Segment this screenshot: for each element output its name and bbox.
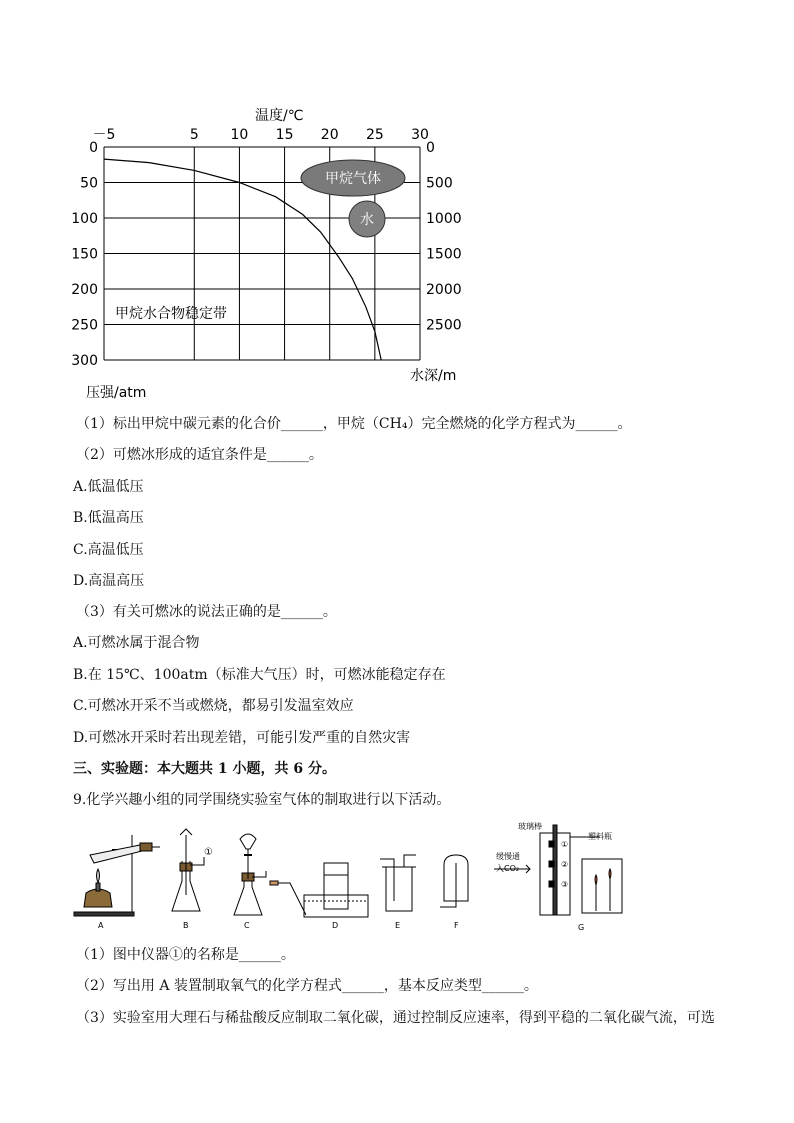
option-3b: B.在 15℃、100atm（标准大气压）时，可燃冰能稳定存在 bbox=[73, 667, 446, 683]
left-tick-label: 150 bbox=[71, 246, 98, 263]
right-tick-label: 0 bbox=[426, 140, 435, 156]
g-glass-rod-label: 玻璃棒 bbox=[518, 822, 542, 831]
left-tick-label: 50 bbox=[80, 175, 98, 192]
right-tick-labels bbox=[426, 140, 462, 334]
g-mark-1: ① bbox=[561, 840, 569, 849]
q9-part-1: （1）图中仪器①的名称是______。 bbox=[76, 947, 295, 963]
label-f: F bbox=[454, 921, 459, 930]
apparatus-f bbox=[440, 855, 468, 907]
g-mark-2: ② bbox=[561, 860, 569, 869]
question-9-intro: 9.化学兴趣小组的同学围绕实验室气体的制取进行以下活动。 bbox=[73, 792, 451, 808]
left-tick-label: 100 bbox=[71, 211, 98, 227]
option-3d: D.可燃冰开采时若出现差错，可能引发严重的自然灾害 bbox=[73, 730, 411, 746]
g-plastic-bottle-label: 塑料瓶 bbox=[588, 832, 612, 841]
left-tick-label: 300 bbox=[71, 353, 98, 369]
top-tick-labels bbox=[93, 127, 429, 143]
region-label: 甲烷水合物稳定带 bbox=[115, 306, 227, 322]
right-tick-label: 2000 bbox=[426, 282, 462, 298]
g-inlet-line-2: 入CO₂ bbox=[496, 864, 520, 873]
section-heading: 三、实验题：本大题共 1 小题，共 6 分。 bbox=[73, 761, 336, 777]
left-tick-label: 250 bbox=[71, 317, 98, 334]
methane-gas-label: 甲烷气体 bbox=[325, 171, 381, 187]
left-tick-label: 0 bbox=[89, 140, 98, 156]
apparatus-d bbox=[270, 863, 368, 917]
q9-part-2: （2）写出用 A 装置制取氧气的化学方程式______，基本反应类型______。 bbox=[76, 978, 538, 994]
top-axis-label: 温度/℃ bbox=[255, 108, 304, 124]
top-tick-label: 25 bbox=[365, 127, 384, 143]
top-tick-label: 20 bbox=[320, 127, 339, 143]
top-tick-label: 5 bbox=[189, 127, 199, 143]
apparatus-c bbox=[234, 834, 266, 915]
label-c: C bbox=[244, 921, 250, 930]
question-3: （3）有关可燃冰的说法正确的是______。 bbox=[76, 604, 337, 620]
right-tick-label: 1500 bbox=[426, 246, 462, 263]
left-tick-label: 200 bbox=[71, 282, 98, 298]
q9-part-3: （3）实验室用大理石与稀盐酸反应制取二氧化碳，通过控制反应速率，得到平稳的二氧化碳气流，可选 bbox=[76, 1010, 715, 1026]
label-d: D bbox=[332, 921, 339, 930]
apparatus-b bbox=[172, 829, 204, 911]
apparatus-e bbox=[380, 855, 416, 911]
option-2c: C.高温低压 bbox=[73, 542, 144, 558]
option-2a: A.低温低压 bbox=[73, 479, 144, 495]
label-e: E bbox=[395, 921, 401, 930]
option-3a: A.可燃冰属于混合物 bbox=[73, 635, 200, 651]
question-2: （2）可燃冰形成的适宜条件是______。 bbox=[76, 447, 323, 463]
right-tick-label: 500 bbox=[426, 175, 453, 192]
top-tick-label: 10 bbox=[230, 127, 249, 143]
option-2d: D.高温高压 bbox=[73, 573, 145, 589]
g-mark-3: ③ bbox=[561, 880, 569, 889]
water-label: 水 bbox=[360, 212, 374, 228]
right-axis-label: 水深/m bbox=[410, 368, 457, 384]
marker-1: ① bbox=[204, 847, 213, 858]
apparatus-figure bbox=[0, 815, 794, 945]
label-b: B bbox=[183, 921, 189, 930]
top-tick-label: 15 bbox=[275, 127, 294, 143]
left-tick-labels bbox=[71, 140, 98, 369]
option-2b: B.低温高压 bbox=[73, 510, 144, 526]
question-1: （1）标出甲烷中碳元素的化合价______，甲烷（CH₄）完全燃烧的化学方程式为______。 bbox=[76, 416, 632, 432]
g-inlet-line-1: 缓慢通 bbox=[496, 852, 520, 861]
phase-diagram-chart bbox=[0, 0, 794, 410]
right-tick-label: 1000 bbox=[426, 211, 462, 227]
label-g: G bbox=[578, 923, 585, 932]
left-axis-label: 压强/atm bbox=[86, 385, 147, 401]
top-tick-label: －5 bbox=[92, 127, 116, 143]
label-a: A bbox=[98, 921, 104, 930]
apparatus-a bbox=[74, 835, 160, 916]
right-tick-label: 2500 bbox=[426, 317, 462, 334]
top-tick-label: 30 bbox=[411, 127, 429, 143]
option-3c: C.可燃冰开采不当或燃烧，都易引发温室效应 bbox=[73, 698, 354, 714]
